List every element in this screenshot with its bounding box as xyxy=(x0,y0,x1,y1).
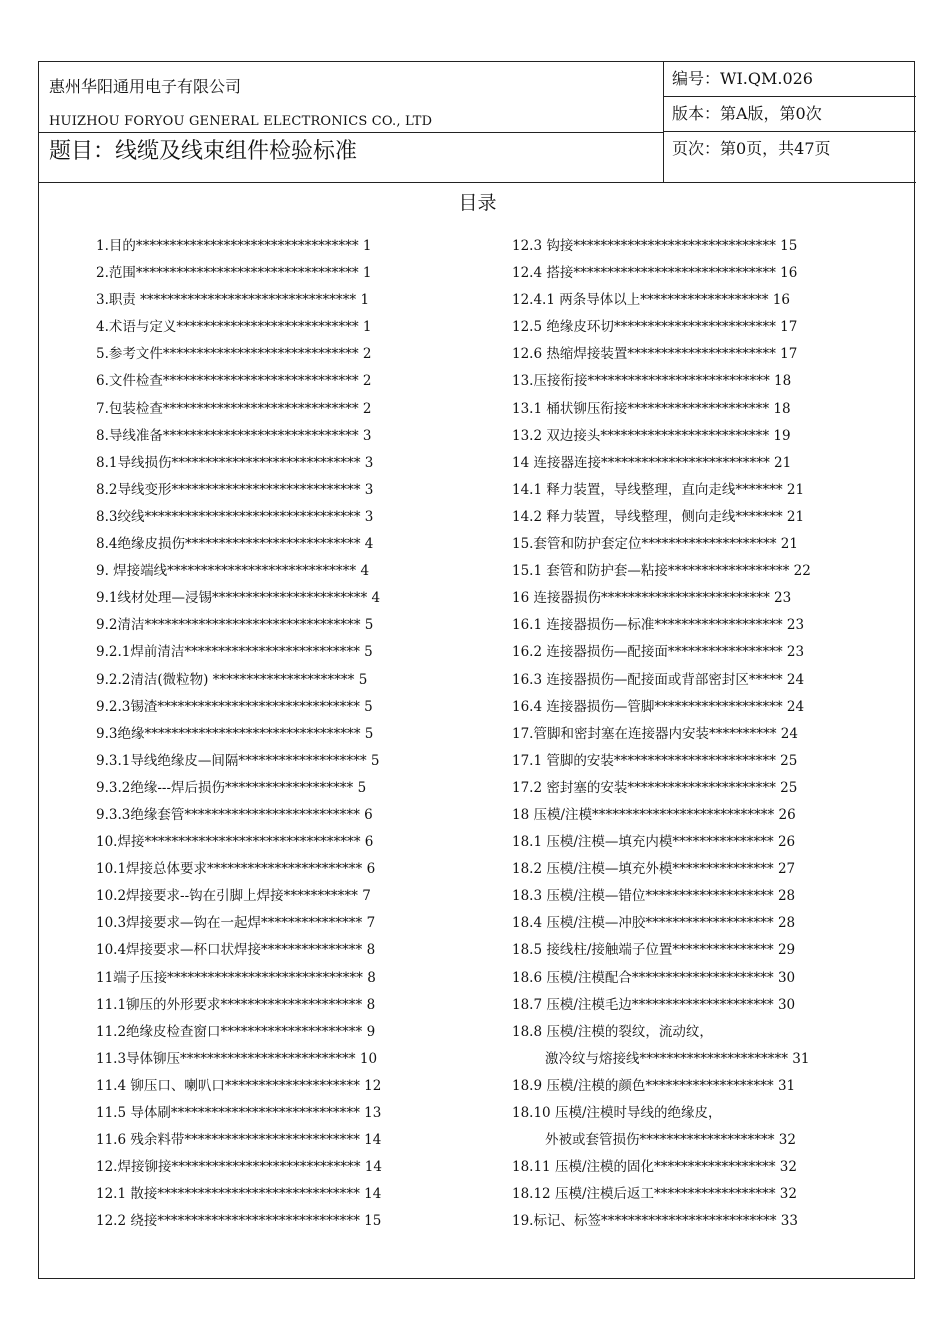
toc-entry: 1.目的********************************* 1 xyxy=(96,238,372,254)
toc-entry: 10.1焊接总体要求*********************** 6 xyxy=(96,861,376,878)
document-title: 题目：线缆及线束组件检验标准 xyxy=(49,139,358,164)
toc-entry: 6.文件检查***************************** 2 xyxy=(96,373,372,390)
toc-entry: 3.职责 ******************************** 1 xyxy=(96,292,370,309)
toc-entry: 8.3绞线******************************** 3 xyxy=(96,508,374,525)
toc-entry: 12.6 热缩焊接装置********************** 17 xyxy=(512,346,798,363)
toc-entry: 14 连接器连接************************* 21 xyxy=(512,454,792,471)
toc-entry: 16.4 连接器损伤—管脚******************* 24 xyxy=(512,698,805,715)
toc-entry: 11.6 残余料带************************** 14 xyxy=(96,1132,382,1149)
page-info: 页次：第0页，共47页 xyxy=(672,139,831,158)
toc-entry: 11.5 导体刷**************************** 13 xyxy=(96,1105,382,1121)
toc-entry: 18.10 压模/注模时导线的绝缘皮， xyxy=(512,1105,722,1121)
toc-entry: 8.1导线损伤**************************** 3 xyxy=(96,454,374,471)
toc-entry: 9.3.3绝缘套管************************** 6 xyxy=(96,806,373,823)
toc-entry: 18.1 压模/注模—填充内模*************** 26 xyxy=(512,834,796,851)
header-right-cell xyxy=(664,62,916,183)
toc-entry: 10.4焊接要求—杯口状焊接*************** 8 xyxy=(96,942,376,959)
toc-entry: 9.2清洁******************************** 5 xyxy=(96,617,374,634)
header-left-cell xyxy=(39,62,664,183)
toc-entry: 12.4 搭接****************************** 16 xyxy=(512,265,798,282)
toc-entry: 17.2 密封塞的安装********************** 25 xyxy=(512,779,798,796)
toc-entry: 13.压接衔接*************************** 18 xyxy=(512,373,792,390)
toc-entry: 12.焊接铆接**************************** 14 xyxy=(96,1159,382,1176)
toc-entry: 9. 焊接端线**************************** 4 xyxy=(96,563,370,580)
toc-entry: 13.2 双边接头************************* 19 xyxy=(512,427,791,444)
toc-entry: 外被或套管损伤******************** 32 xyxy=(545,1132,796,1149)
toc-entry: 19.标记、标签************************** 33 xyxy=(512,1213,798,1230)
toc-entry: 18.6 压模/注模配合********************* 30 xyxy=(512,969,796,986)
toc-right-column xyxy=(512,233,912,1235)
toc-entry: 11.4 铆压口、喇叭口******************** 12 xyxy=(96,1077,382,1094)
toc-entry: 8.4绝缘皮损伤************************** 4 xyxy=(96,536,374,553)
toc-entry: 18.4 压模/注模—冲胶******************* 28 xyxy=(512,915,796,932)
toc-entry: 15.1 套管和防护套—粘接****************** 22 xyxy=(512,563,811,580)
title-divider xyxy=(39,132,663,133)
toc-heading: 目录 xyxy=(458,192,497,214)
toc-entry: 9.2.3锡渣****************************** 5 xyxy=(96,698,373,715)
toc-entry: 9.2.1焊前清洁************************** 5 xyxy=(96,644,373,661)
toc-entry: 12.5 绝缘皮环切************************ 17 xyxy=(512,319,798,336)
toc-entry: 4.术语与定义*************************** 1 xyxy=(96,319,372,336)
toc-entry: 12.1 散接****************************** 14 xyxy=(96,1186,382,1203)
toc-entry: 17.1 管脚的安装************************ 25 xyxy=(512,752,798,769)
doc-number: 编号：WI.QM.026 xyxy=(664,62,916,97)
toc-entry: 18.9 压模/注模的颜色******************* 31 xyxy=(512,1077,796,1094)
toc-entry: 17.管脚和密封塞在连接器内安装********** 24 xyxy=(512,725,798,742)
toc-entry: 18.8 压模/注模的裂纹，流动纹， xyxy=(512,1023,713,1040)
toc-entry: 8.导线准备***************************** 3 xyxy=(96,427,372,444)
toc-entry: 16.3 连接器损伤—配接面或背部密封区***** 24 xyxy=(512,671,805,688)
toc-entry: 2.范围********************************* 1 xyxy=(96,265,372,282)
toc-entry: 15.套管和防护套定位******************** 21 xyxy=(512,536,798,553)
toc-entry: 9.3.1导线绝缘皮—间隔******************* 5 xyxy=(96,752,380,769)
toc-entry: 激冷纹与熔接线********************** 31 xyxy=(545,1050,810,1067)
company-name-cn: 惠州华阳通用电子有限公司 xyxy=(49,77,242,96)
toc-entry: 10.3焊接要求—钩在一起焊*************** 7 xyxy=(96,915,376,932)
toc-entry: 9.1线材处理—浸锡*********************** 4 xyxy=(96,590,381,607)
toc-entry: 18.7 压模/注模毛边********************* 30 xyxy=(512,996,796,1013)
toc-entry: 8.2导线变形**************************** 3 xyxy=(96,481,374,498)
toc-entry: 16 连接器损伤************************* 23 xyxy=(512,590,792,607)
toc-entry: 18 压模/注模*************************** 26 xyxy=(512,806,796,823)
toc-entry: 12.3 钩接****************************** 15 xyxy=(512,238,798,254)
toc-entry: 18.12 压模/注模后返工****************** 32 xyxy=(512,1186,797,1203)
toc-entry: 14.1 释力装置，导线整理，直向走线******* 21 xyxy=(512,481,805,498)
toc-entry: 12.4.1 两条导体以上******************* 16 xyxy=(512,292,790,309)
company-name-en: HUIZHOU FORYOU GENERAL ELECTRONICS CO., LTD xyxy=(49,114,433,129)
toc-entry: 18.5 接线柱/接触端子位置*************** 29 xyxy=(512,942,796,959)
toc-entry: 11.1铆压的外形要求********************* 8 xyxy=(96,996,376,1013)
toc-entry: 16.1 连接器损伤—标准******************* 23 xyxy=(512,617,805,634)
toc-entry: 9.3绝缘******************************** 5 xyxy=(96,725,374,742)
toc-entry: 5.参考文件***************************** 2 xyxy=(96,346,372,363)
toc-entry: 10.焊接******************************** 6 xyxy=(96,834,374,851)
toc-entry: 16.2 连接器损伤—配接面***************** 23 xyxy=(512,644,805,661)
toc-entry: 12.2 绕接****************************** 15 xyxy=(96,1213,382,1230)
toc-entry: 13.1 桶状铆压衔接********************* 18 xyxy=(512,400,791,417)
toc-entry: 11.2绝缘皮检查窗口********************* 9 xyxy=(96,1023,376,1040)
toc-entry: 18.3 压模/注模—错位******************* 28 xyxy=(512,888,796,905)
toc-entry: 18.2 压模/注模—填充外模*************** 27 xyxy=(512,861,796,878)
toc-entry: 9.3.2绝缘---焊后损伤******************* 5 xyxy=(96,779,367,796)
toc-left-column xyxy=(96,233,506,1235)
toc-entry: 9.2.2清洁(微粒物) ********************* 5 xyxy=(96,671,368,688)
document-frame xyxy=(38,61,915,1279)
toc-entry: 10.2焊接要求--钩在引脚上焊接*********** 7 xyxy=(96,888,371,905)
toc-entry: 14.2 释力装置，导线整理，侧向走线******* 21 xyxy=(512,508,805,525)
toc-entry: 11端子压接***************************** 8 xyxy=(96,969,376,986)
toc-entry: 18.11 压模/注模的固化****************** 32 xyxy=(512,1159,797,1176)
toc-entry: 11.3导体铆压************************** 10 xyxy=(96,1050,378,1067)
doc-version: 版本：第A版，第0次 xyxy=(664,97,916,132)
toc-entry: 7.包装检查***************************** 2 xyxy=(96,400,372,417)
